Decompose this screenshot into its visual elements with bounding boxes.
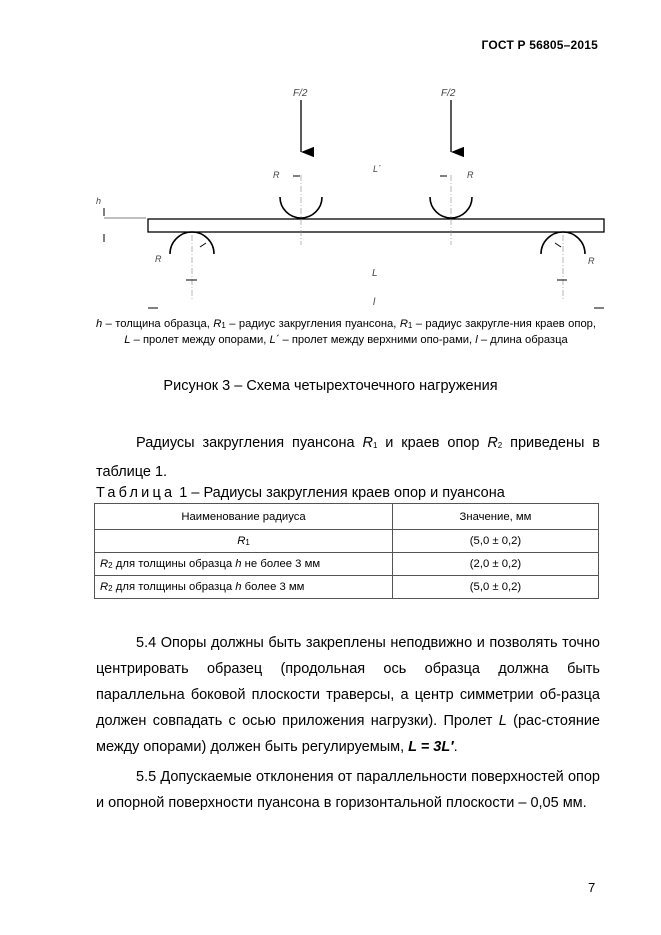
- table-cell-value: (5,0 ± 0,2): [393, 576, 599, 599]
- document-header: ГОСТ Р 56805–2015: [481, 38, 598, 52]
- upper-span-label: L´: [373, 164, 382, 174]
- table-cell-name: $R_2$ для толщины образца h не более 3 мм: [95, 553, 393, 576]
- radius-label-top-right: R: [467, 170, 474, 180]
- radii-table: [94, 503, 599, 599]
- force-label-right: F/2: [441, 88, 456, 99]
- table-title: Таблица 1 – Радиусы закругления краев опор и пуансона: [96, 485, 505, 501]
- table-header-row: [95, 504, 599, 530]
- table-row: [95, 553, 599, 576]
- length-label: l: [373, 297, 376, 308]
- thickness-label: h: [96, 196, 102, 206]
- table-header-value: Значение, мм: [393, 504, 599, 530]
- figure-title: Рисунок 3 – Схема четырехточечного нагружения: [163, 378, 498, 394]
- paragraph-5-4: 5.4 Опоры должны быть закреплены неподвижно и позволять точно центрировать образец (продольная ось образца должна быть параллельна боковой плоскости траверсы, а центр симметрии об-разца должен совпадать с осью приложения нагрузки). Пролет L (рас-стояние между опорами) должен быть регулируемым, L = 3L′.: [96, 635, 600, 755]
- table-cell-value: (5,0 ± 0,2): [393, 530, 599, 553]
- figure-legend: h – толщина образца, $R_1$ – радиус закругления пуансона, $R_1$ – радиус закругле-ния краев опор, L – пролет между опорами, L´ – пролет между верхними опо-рами, l – длина образца: [96, 318, 597, 346]
- table-cell-name: $R_2$ для толщины образца h более 3 мм: [95, 576, 393, 599]
- page-number: 7: [588, 880, 596, 895]
- table-row: [95, 530, 599, 553]
- table-cell-value: (2,0 ± 0,2): [393, 553, 599, 576]
- four-point-loading-diagram: [0, 0, 661, 320]
- table-row: [95, 576, 599, 599]
- specimen-bar: [148, 219, 604, 232]
- paragraph-radii: Радиусы закругления пуансона $R_1$ и краев опор $R_2$ приведены в таблице 1.: [96, 435, 600, 480]
- paragraph-5-5: 5.5 Допускаемые отклонения от параллельности поверхностей опор и опорной поверхности пуансона в горизонтальной плоскости – 0,05 мм.: [96, 769, 600, 811]
- radius-label-top-left: R: [273, 170, 280, 180]
- span-formula: L = 3L′: [408, 739, 454, 755]
- table-cell-name: $R_1$: [95, 530, 393, 553]
- radius-label-bottom-left: R: [155, 254, 162, 264]
- force-label-left: F/2: [293, 88, 308, 99]
- lower-span-label: L: [372, 268, 378, 279]
- radius-label-bottom-right: R: [588, 256, 595, 266]
- table-header-name: Наименование радиуса: [95, 504, 393, 530]
